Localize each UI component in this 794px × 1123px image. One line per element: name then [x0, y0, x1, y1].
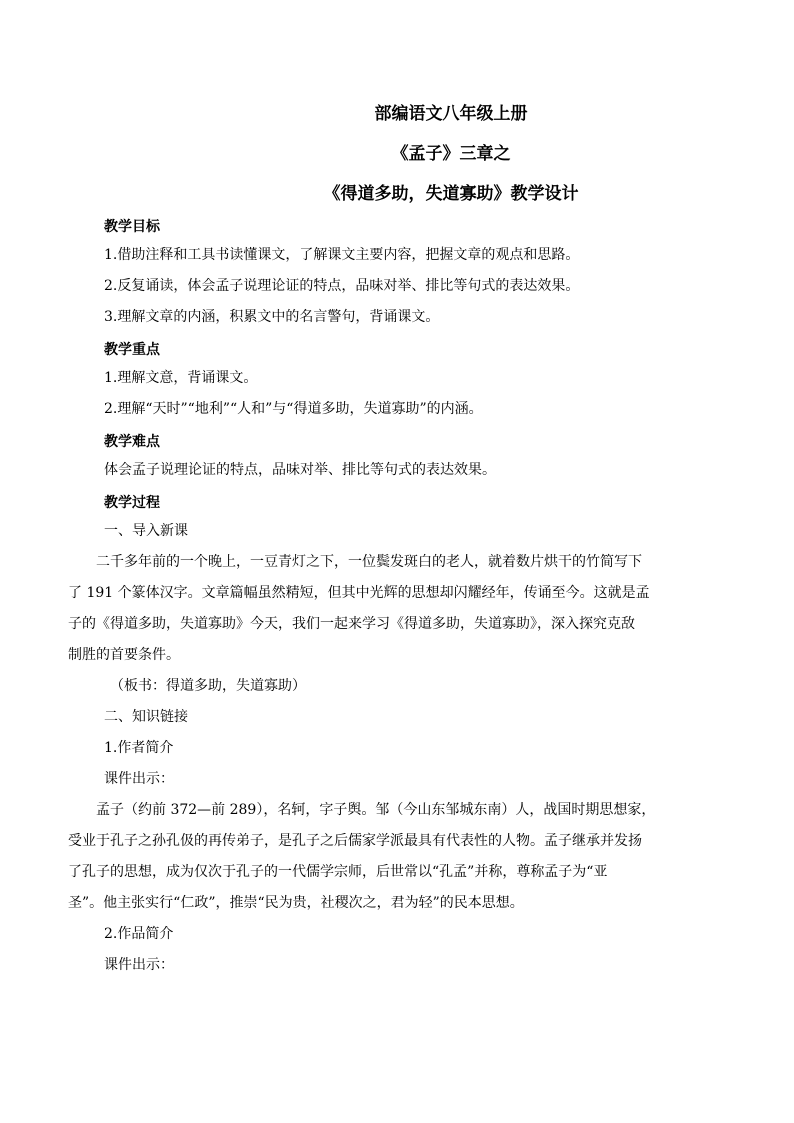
intro-line: 制胜的首要条件。: [68, 647, 180, 663]
board-note: （板书：得道多助，失道寡助）: [110, 678, 306, 694]
difficulty-heading: 教学难点: [104, 434, 160, 450]
goal-item: 3.理解文章的内涵，积累文中的名言警句，背诵课文。: [104, 309, 440, 325]
goal-item: 1.借助注释和工具书读懂课文，了解课文主要内容，把握文章的观点和思路。: [104, 247, 580, 263]
knowledge-heading: 二、知识链接: [104, 709, 188, 725]
intro-line: 了 191 个篆体汉字。文章篇幅虽然精短，但其中光辉的思想却闪耀经年，传诵至今。这就是孟: [68, 585, 650, 601]
focus-item: 1.理解文意，背诵课文。: [104, 370, 258, 386]
focus-item: 2.理解“天时”“地利”“人和”与“得道多助，失道寡助”的内涵。: [104, 401, 483, 417]
intro-line: 二千多年前的一个晚上，一豆青灯之下，一位鬓发斑白的老人，就着数片烘干的竹简写下: [96, 554, 642, 570]
intro-line: 子的《得道多助，失道寡助》今天，我们一起来学习《得道多助，失道寡助》，深入探究克敌: [68, 616, 635, 632]
title-grade: 部编语文八年级上册: [374, 104, 528, 124]
courseware-label: 课件出示：: [104, 957, 174, 973]
author-line: 圣”。他主张实行“仁政”，推崇“民为贵，社稷次之，君为轻”的民本思想。: [68, 895, 524, 911]
document-body: [68, 104, 694, 981]
author-line: 了孔子的思想，成为仅次于孔子的一代儒学宗师，后世常以“孔孟”并称，尊称孟子为“亚: [68, 864, 608, 880]
courseware-label: 课件出示：: [104, 771, 174, 787]
author-heading: 1.作者简介: [104, 740, 174, 756]
difficulty-item: 体会孟子说理论证的特点，品味对举、排比等句式的表达效果。: [104, 462, 496, 478]
process-heading: 教学过程: [104, 495, 160, 511]
title-book: 《孟子》三章之: [391, 144, 511, 164]
work-heading: 2.作品简介: [104, 926, 174, 942]
author-line: 受业于孔子之孙孔伋的再传弟子，是孔子之后儒家学派最具有代表性的人物。孟子继承并发扬: [68, 833, 642, 849]
focus-heading: 教学重点: [104, 342, 160, 358]
intro-heading: 一、导入新课: [104, 523, 188, 539]
goal-item: 2.反复诵读，体会孟子说理论证的特点，品味对举、排比等句式的表达效果。: [104, 278, 580, 294]
author-line: 孟子（约前 372—前 289），名轲，字子舆。邹（今山东邹城东南）人，战国时期思想家，: [96, 802, 656, 818]
title-lesson: 《得道多助，失道寡助》教学设计: [323, 184, 579, 204]
goals-heading: 教学目标: [104, 219, 160, 235]
